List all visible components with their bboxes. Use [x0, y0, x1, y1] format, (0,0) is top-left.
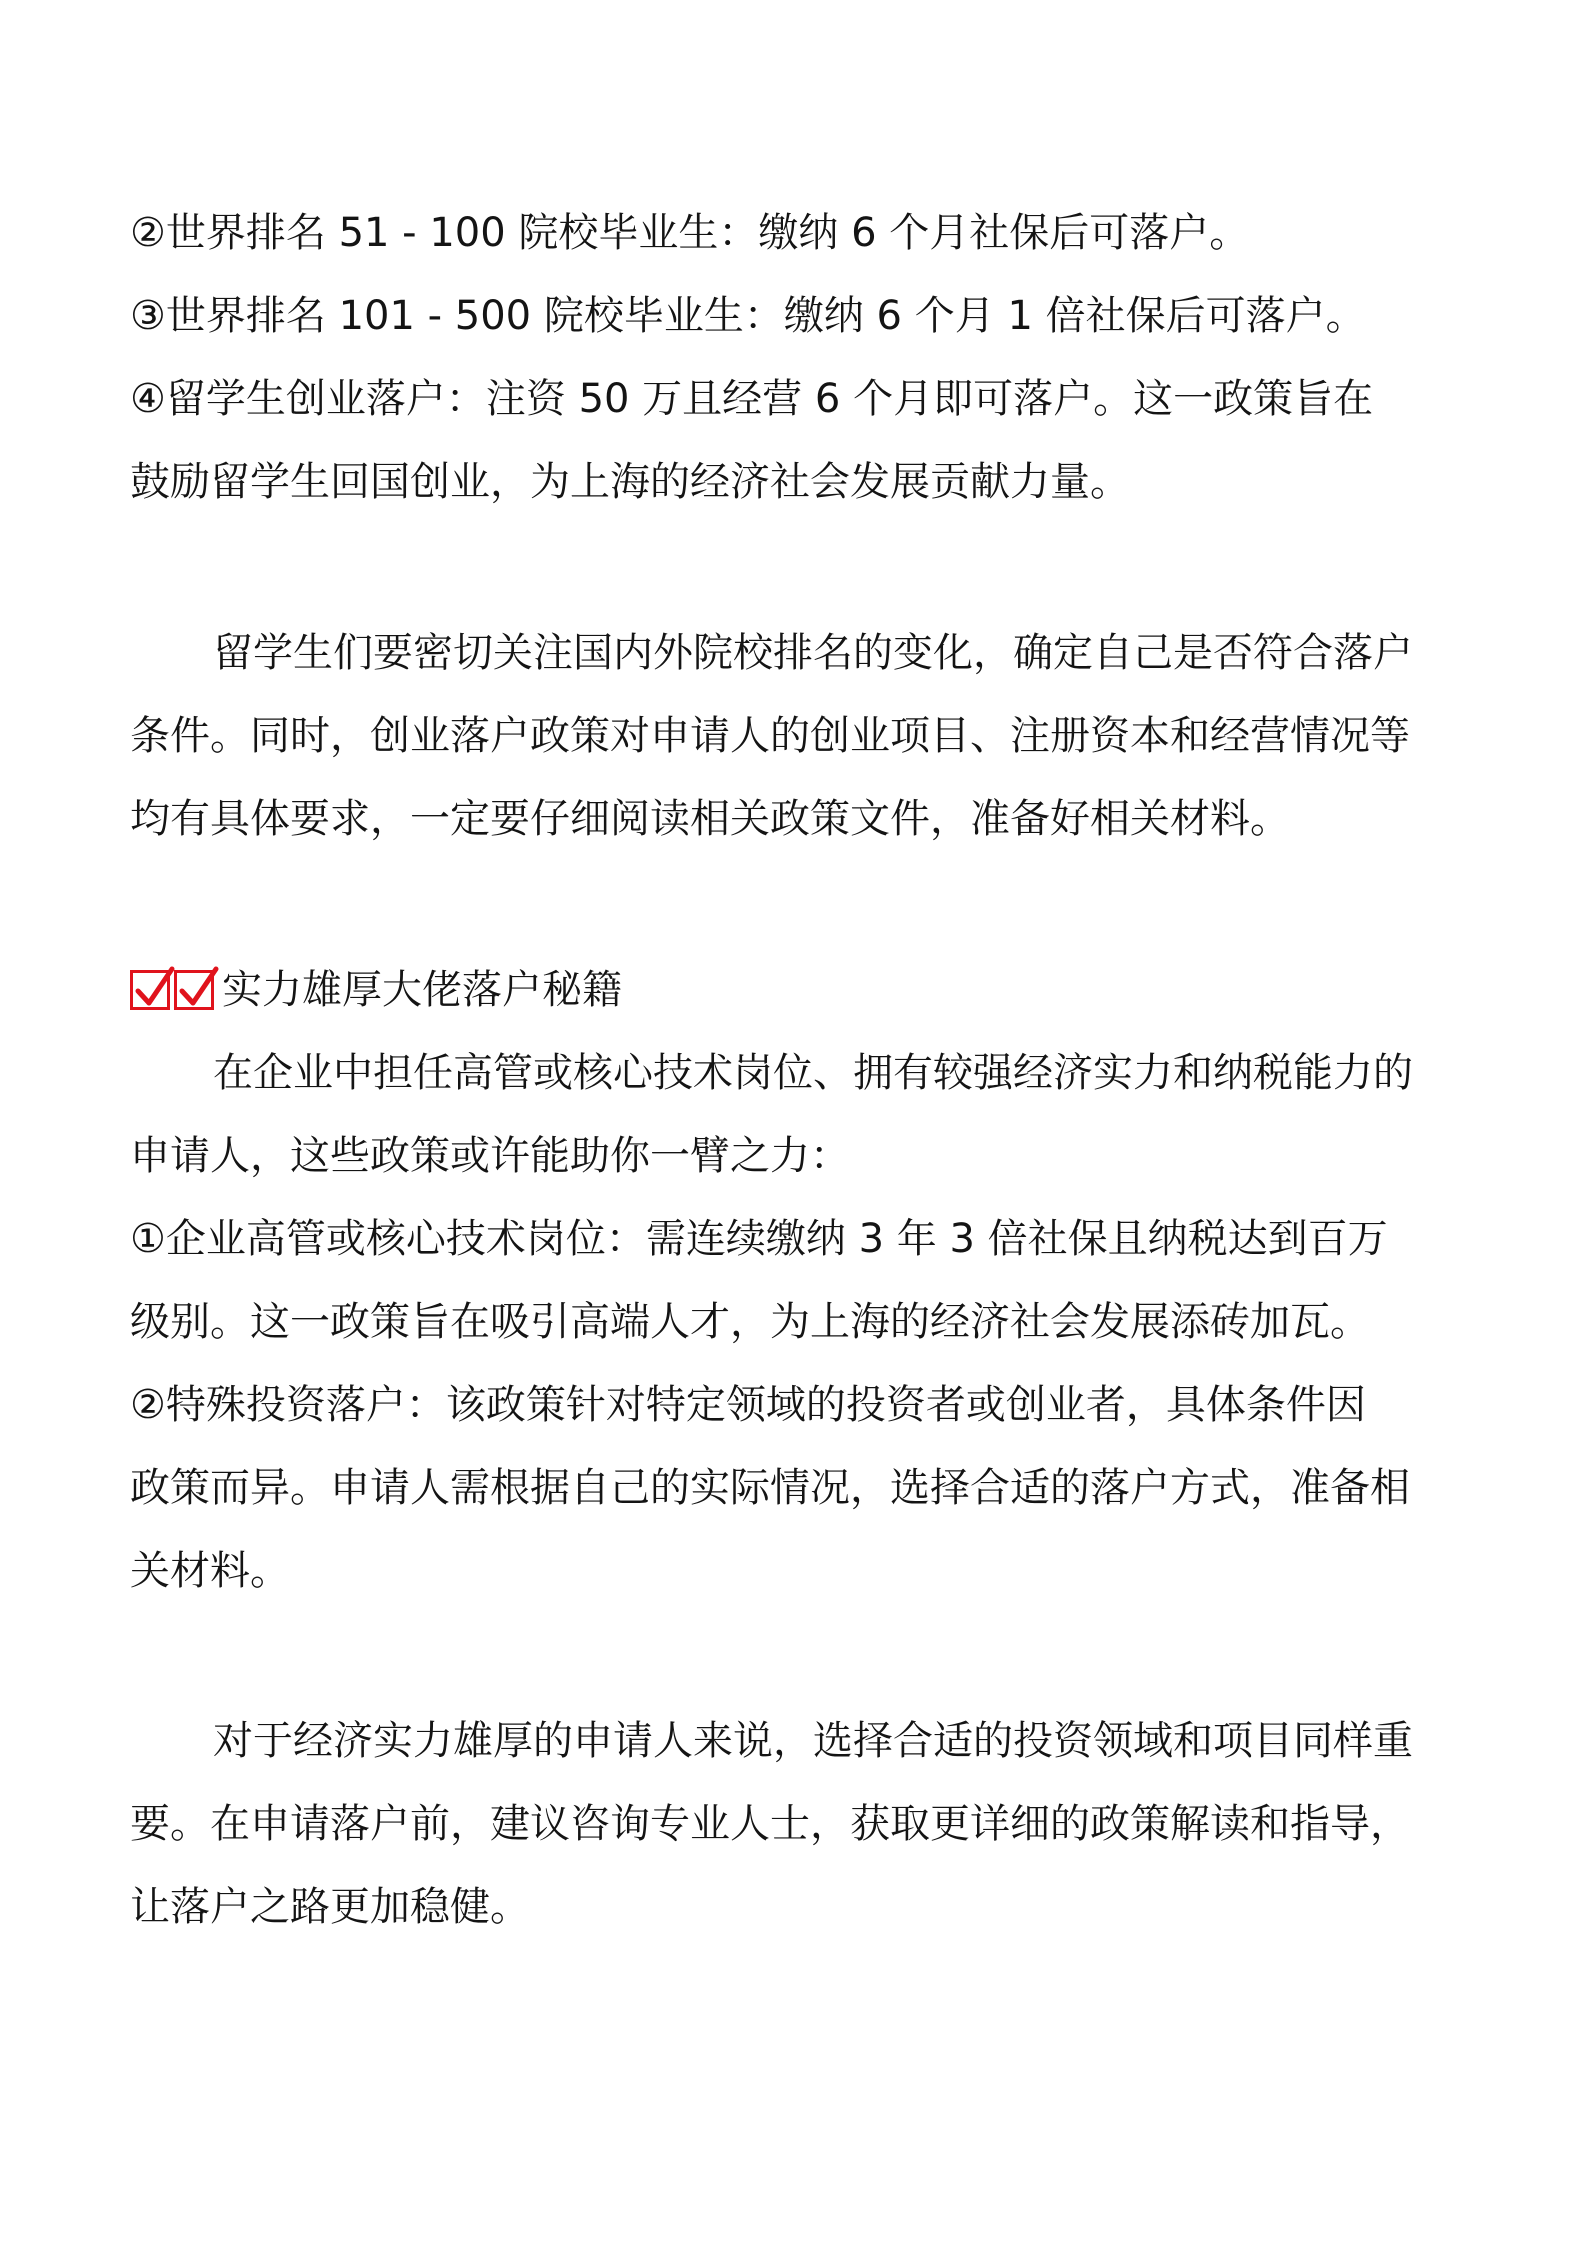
section-heading-text: 实力雄厚大佬落户秘籍: [222, 967, 622, 1013]
list-item-3: ③世界排名 101 - 500 院校毕业生：缴纳 6 个月 1 倍社保后可落户。: [130, 293, 1366, 339]
list-item-1: ①企业高管或核心技术岗位：需连续缴纳 3 年 3 倍社保且纳税达到百万: [130, 1216, 1388, 1262]
paragraph-line: 在企业中担任高管或核心技术岗位、拥有较强经济实力和纳税能力的: [213, 1050, 1413, 1096]
list-item-2-cont: 关材料。: [130, 1548, 290, 1594]
list-item-2: ②特殊投资落户：该政策针对特定领域的投资者或创业者，具体条件因: [130, 1382, 1366, 1428]
list-item-2-cont: 政策而异。申请人需根据自己的实际情况，选择合适的落户方式，准备相: [130, 1465, 1410, 1511]
paragraph-line: 条件。同时，创业落户政策对申请人的创业项目、注册资本和经营情况等: [130, 713, 1410, 759]
checkbox-checked-icon: [130, 970, 170, 1010]
section-heading: [130, 962, 622, 1018]
checkbox-checked-icon: [174, 970, 214, 1010]
list-item-4: ④留学生创业落户：注资 50 万且经营 6 个月即可落户。这一政策旨在: [130, 376, 1374, 422]
paragraph-line: 留学生们要密切关注国内外院校排名的变化，确定自己是否符合落户: [213, 630, 1413, 676]
paragraph-line: 对于经济实力雄厚的申请人来说，选择合适的投资领域和项目同样重: [213, 1718, 1413, 1764]
list-item-2: ②世界排名 51 - 100 院校毕业生：缴纳 6 个月社保后可落户。: [130, 210, 1250, 256]
heading-checkmarks: [130, 970, 214, 1010]
list-item-1-cont: 级别。这一政策旨在吸引高端人才，为上海的经济社会发展添砖加瓦。: [130, 1299, 1370, 1345]
paragraph-line: 均有具体要求，一定要仔细阅读相关政策文件，准备好相关材料。: [130, 796, 1290, 842]
paragraph-line: 要。在申请落户前，建议咨询专业人士，获取更详细的政策解读和指导，: [130, 1801, 1410, 1847]
list-item-4-cont: 鼓励留学生回国创业，为上海的经济社会发展贡献力量。: [130, 459, 1130, 505]
paragraph-line: 让落户之路更加稳健。: [130, 1884, 530, 1930]
paragraph-line: 申请人，这些政策或许能助你一臂之力：: [130, 1133, 850, 1179]
